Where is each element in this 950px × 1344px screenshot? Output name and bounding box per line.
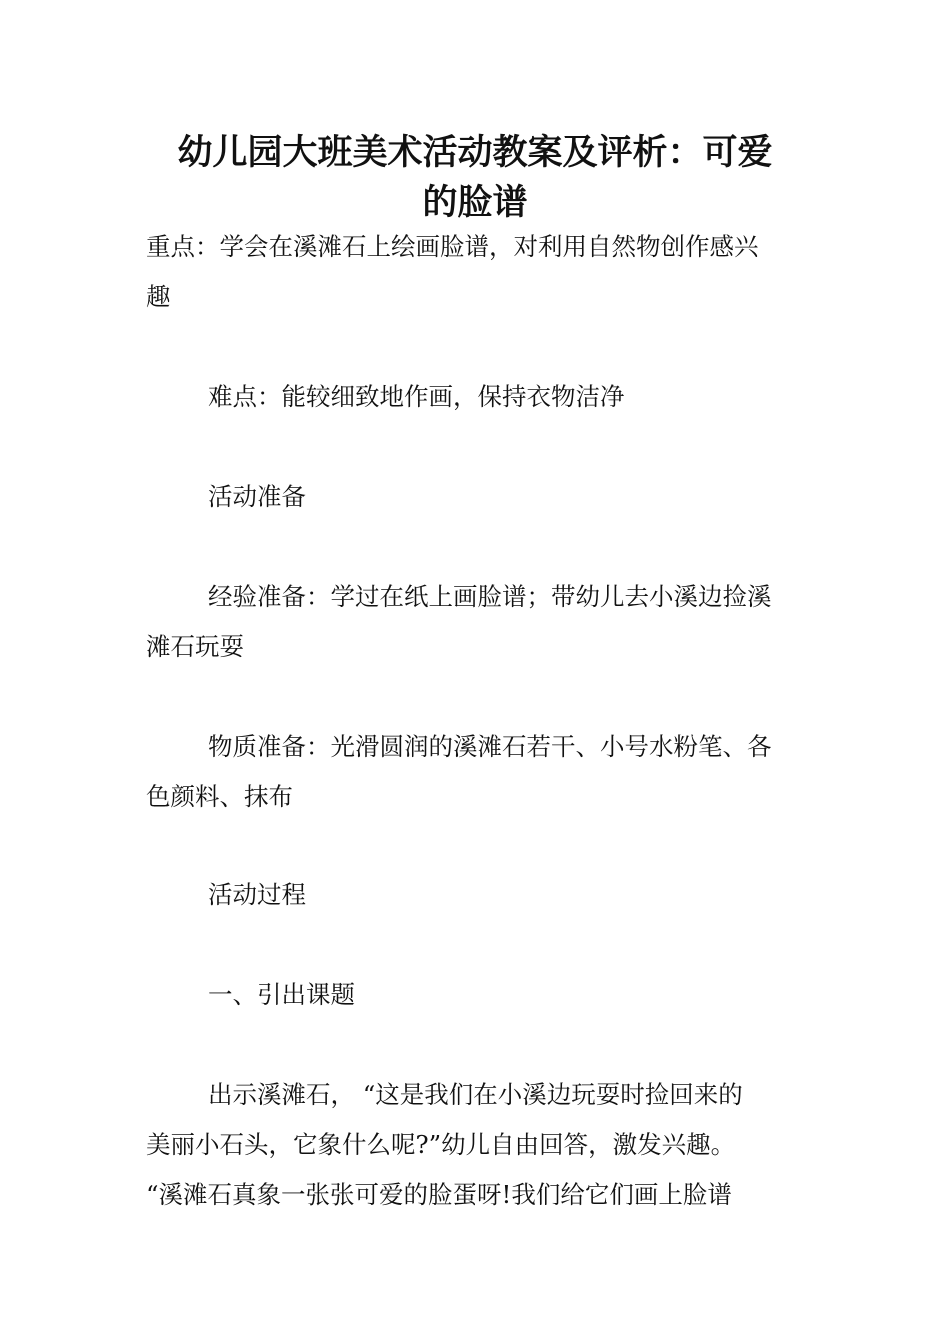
text-line: 难点：能较细致地作画，保持衣物洁净 [208, 382, 625, 411]
text-line: 物质准备：光滑圆润的溪滩石若干、小号水粉笔、各 [208, 732, 772, 761]
text-line: 色颜料、抹布 [146, 782, 293, 811]
title-line-2: 的脸谱 [422, 183, 528, 223]
text-line: “溪滩石真象一张张可爱的脸蛋呀!我们给它们画上脸谱 [146, 1180, 732, 1209]
text-line: 出示溪滩石， “这是我们在小溪边玩耍时捡回来的 [208, 1080, 743, 1109]
text-line: 活动准备 [208, 482, 306, 511]
paragraph-difficulties [146, 372, 810, 422]
document-title [130, 128, 820, 228]
paragraph-material-prep [146, 722, 810, 822]
paragraph-experience-prep [146, 572, 810, 672]
text-line: 重点：学会在溪滩石上绘画脸谱，对利用自然物创作感兴 [146, 232, 759, 261]
section-heading-preparation [146, 472, 810, 522]
paragraph-show-stones [146, 1070, 810, 1220]
subheading-introduce-topic [146, 970, 810, 1020]
text-line: 滩石玩耍 [146, 632, 244, 661]
text-line: 经验准备：学过在纸上画脸谱；带幼儿去小溪边捡溪 [208, 582, 772, 611]
text-line: 趣 [146, 282, 171, 311]
title-line-1: 幼儿园大班美术活动教案及评析：可爱 [177, 133, 773, 173]
text-line: 美丽小石头，它象什么呢?”幼儿自由回答，激发兴趣。 [146, 1130, 736, 1159]
paragraph-key-points [146, 222, 810, 322]
text-line: 活动过程 [208, 880, 306, 909]
section-heading-process [146, 870, 810, 920]
text-line: 一、引出课题 [208, 980, 355, 1009]
